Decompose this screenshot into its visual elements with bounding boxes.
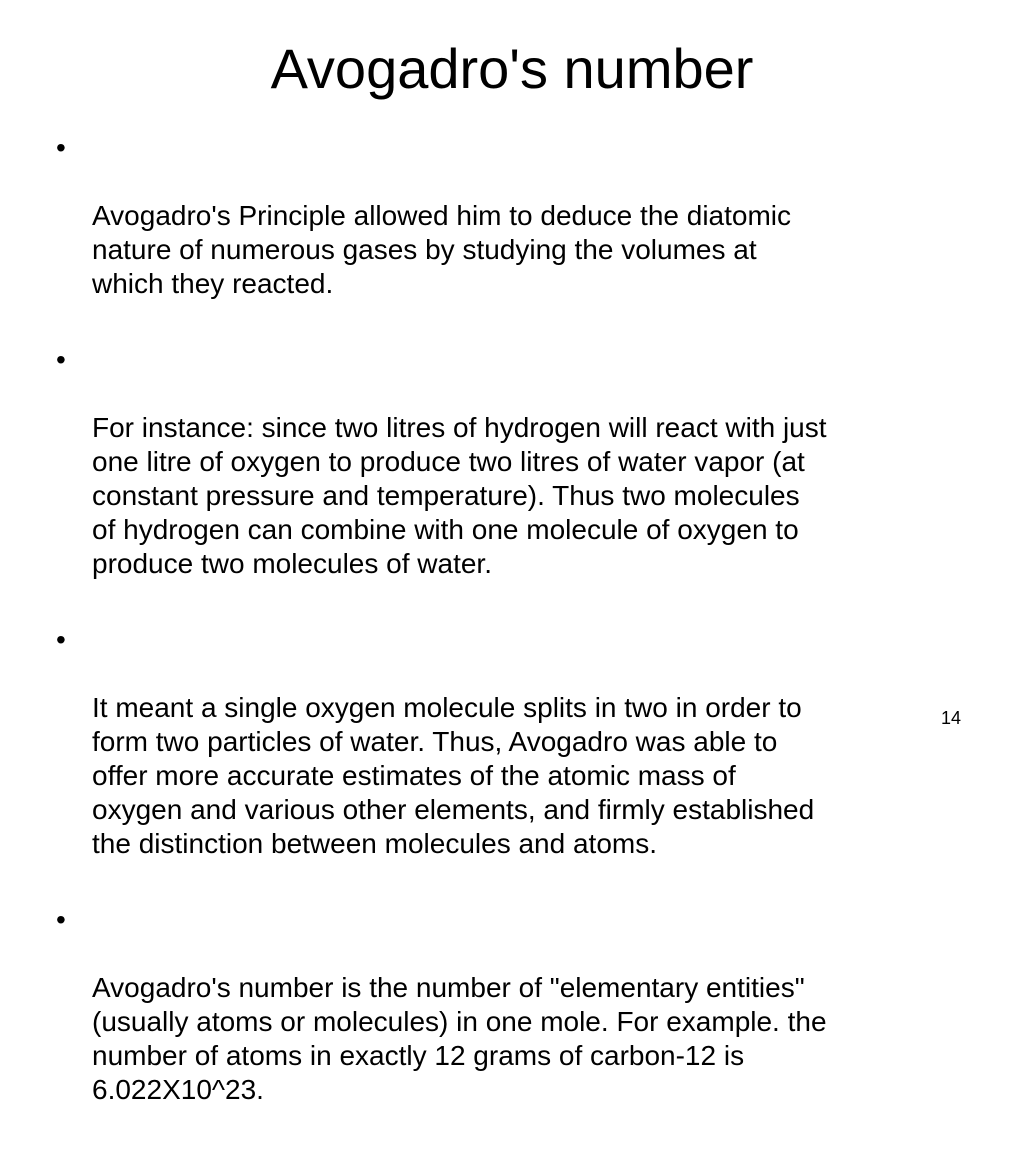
bullet-text: It meant a single oxygen molecule splits in two in order to form two particles of water. Thus, Avogadro was able to offer more accurate estimates of the atomic mass of oxygen and various other elements, and firmly established the distinction between molecules and atoms. [92,692,815,859]
bullet-marker: • [56,132,66,163]
bullet-item [56,623,1002,895]
bullet-text: Avogadro's number is the number of "elementary entities" (usually atoms or molecules) in one mole. For example. the number of atoms in exactly 12 grams of carbon-12 is 6.022X10^23. [92,972,827,1105]
slide-title: Avogadro's number [270,37,754,100]
bullet-item [56,131,1002,335]
page-number: 14 [940,708,961,728]
bullet-list [56,131,1002,1149]
bullet-text: For instance: since two litres of hydrogen will react with just one litre of oxygen to produce two litres of water vapor (at constant pressure and temperature). Thus two molecules of hydrogen can combine with one molecule of oxygen to produce two molecules of water. [92,412,827,579]
bullet-marker: • [56,344,66,375]
bullet-item [56,903,1002,1141]
bullet-item [56,343,1002,615]
bullet-marker: • [56,624,66,655]
bullet-marker: • [56,904,66,935]
bullet-text: Avogadro's Principle allowed him to deduce the diatomic nature of numerous gases by studying the volumes at which they reacted. [92,200,792,299]
